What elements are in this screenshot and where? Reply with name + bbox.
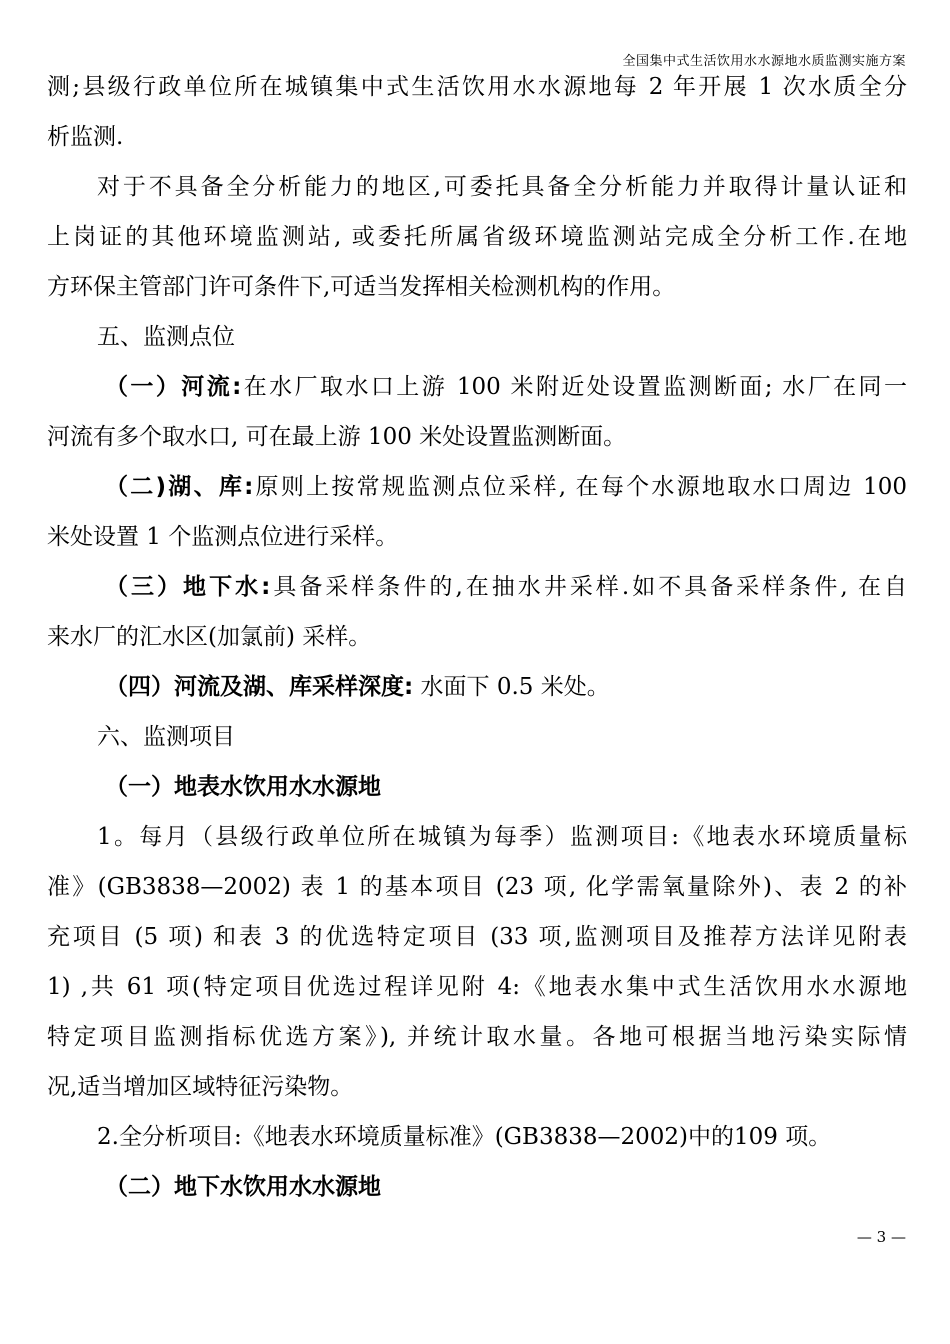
text-line: （二)湖、库:原则上按常规监测点位采样, 在每个水源地取水口周边 100 [105,474,907,500]
text-line: 方环保主管部门许可条件下,可适当发挥相关检测机构的作用。 [47,274,676,300]
text-line: 河流有多个取水口, 可在最上游 100 米处设置监测断面。 [47,424,627,450]
text-line: 1) ,共 61 项(特定项目优选过程详见附 4:《地表水集中式生活饮用水水源地 [47,974,907,1000]
text-line: 米处设置 1 个监测点位进行采样。 [47,524,399,550]
page-number: — 3 — [856,1228,906,1246]
text-line: 况,适当增加区域特征污染物。 [47,1074,354,1100]
text-line: 1。每月（县级行政单位所在城镇为每季）监测项目:《地表水环境质量标 [97,824,907,850]
document-body [47,62,907,1212]
text-line: 来水厂的汇水区(加氯前) 采样。 [47,624,372,650]
text-line: （一）河流:在水厂取水口上游 100 米附近处设置监测断面; 水厂在同一 [105,374,907,400]
text-line: 对于不具备全分析能力的地区,可委托具备全分析能力并取得计量认证和 [97,174,907,200]
section-heading: 五、监测点位 [97,324,235,350]
subsection-heading: （二）地下水饮用水水源地 [105,1174,381,1200]
text-line: 测;县级行政单位所在城镇集中式生活饮用水水源地每 2 年开展 1 次水质全分 [47,74,907,100]
text-line: 准》(GB3838—2002) 表 1 的基本项目 (23 项, 化学需氧量除外)、表 2 的补 [47,874,907,900]
text-line: （三）地下水:具备采样条件的,在抽水井采样.如不具备采样条件, 在自 [105,574,907,600]
text-line: （四）河流及湖、库采样深度: 水面下 0.5 米处。 [105,674,610,700]
text-line: 2.全分析项目:《地表水环境质量标准》(GB3838—2002)中的109 项。 [97,1124,832,1150]
text-line: 充项目 (5 项) 和表 3 的优选特定项目 (33 项,监测项目及推荐方法详见附表 [47,924,907,950]
running-header: 全国集中式生活饮用水水源地水质监测实施方案 [622,54,906,69]
section-heading: 六、监测项目 [97,724,235,750]
subsection-heading: （一）地表水饮用水水源地 [105,774,381,800]
text-line: 特定项目监测指标优选方案》), 并统计取水量。各地可根据当地污染实际情 [47,1024,907,1050]
text-line: 上岗证的其他环境监测站, 或委托所属省级环境监测站完成全分析工作.在地 [47,224,907,250]
text-line: 析监测. [47,124,124,150]
